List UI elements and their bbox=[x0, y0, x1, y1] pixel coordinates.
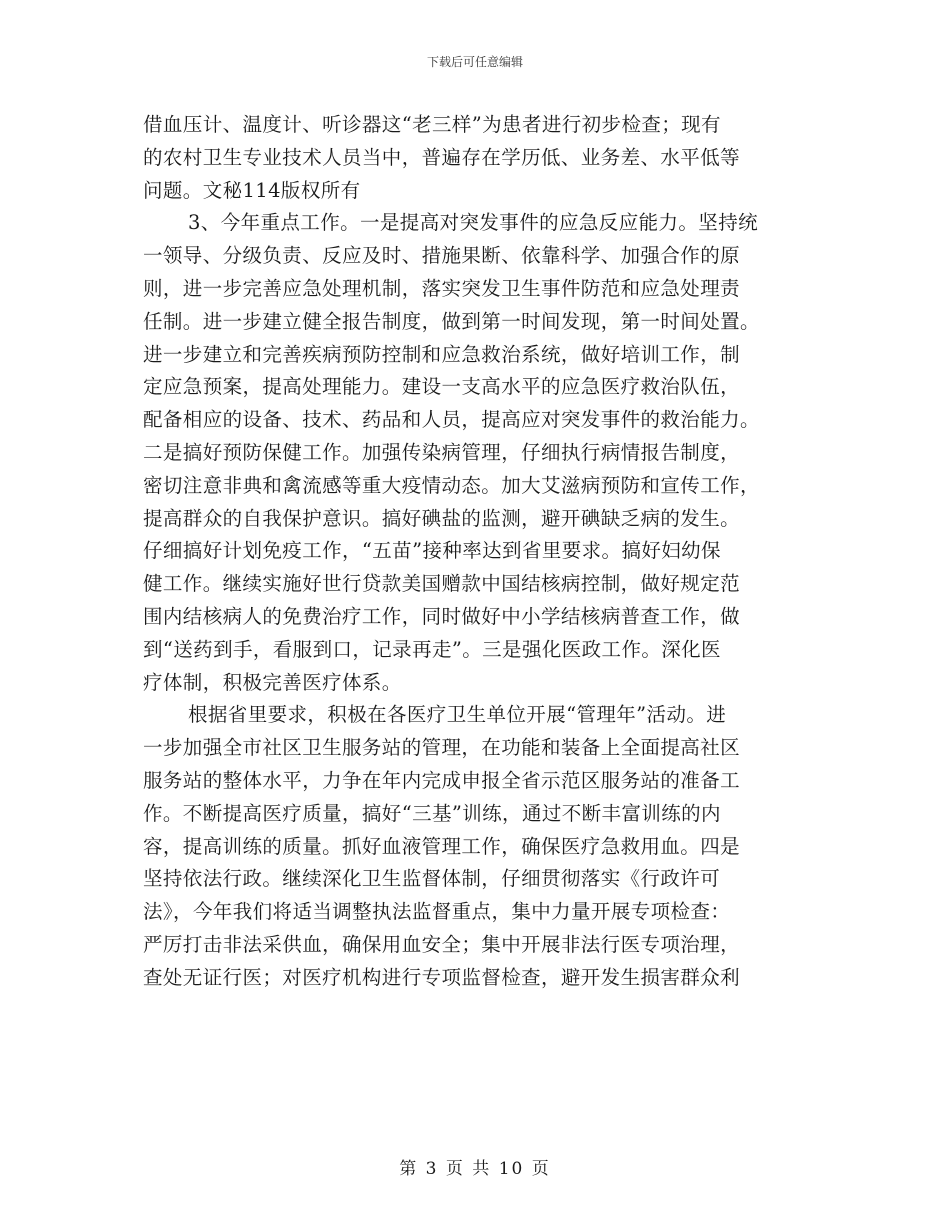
body-line: 进一步建立和完善疾病预防控制和应急救治系统，做好培训工作，制 bbox=[143, 342, 741, 366]
body-line: 法》，今年我们将适当调整执法监督重点，集中力量开展专项检查： bbox=[143, 900, 731, 924]
body-line: 一领导、分级负责、反应及时、措施果断、依靠科学、加强合作的原 bbox=[143, 244, 741, 268]
body-line: 定应急预案，提高处理能力。建设一支高水平的应急医疗救治队伍， bbox=[143, 375, 741, 399]
body-line: 的农村卫生专业技术人员当中，普遍存在学历低、业务差、水平低等 bbox=[143, 145, 741, 169]
body-line: 围内结核病人的免费治疗工作，同时做好中小学结核病普查工作，做 bbox=[143, 604, 741, 628]
page-number-footer: 第 3 页 共 10 页 bbox=[399, 1159, 551, 1179]
body-line: 健工作。继续实施好世行贷款美国赠款中国结核病控制，做好规定范 bbox=[143, 572, 741, 596]
body-line: 仔细搞好计划免疫工作，“五苗”接种率达到省里要求。搞好妇幼保 bbox=[143, 539, 721, 563]
body-line: 则，进一步完善应急处理机制，落实突发卫生事件防范和应急处理责 bbox=[143, 276, 741, 300]
paragraph-start-line: 3、今年重点工作。一是提高对突发事件的应急反应能力。坚持统 bbox=[188, 211, 759, 235]
paragraph-start-line: 根据省里要求，积极在各医疗卫生单位开展“管理年”活动。进 bbox=[188, 703, 727, 727]
page-header: 下载后可任意编辑 bbox=[426, 55, 523, 69]
body-line: 问题。文秘114版权所有 bbox=[143, 178, 361, 202]
body-line: 疗体制，积极完善医疗体系。 bbox=[143, 670, 402, 694]
body-line: 容，提高训练的质量。抓好血液管理工作，确保医疗急救用血。四是 bbox=[143, 834, 741, 858]
body-line: 查处无证行医；对医疗机构进行专项监督检查，避开发生损害群众利 bbox=[143, 965, 741, 989]
body-line: 提高群众的自我保护意识。搞好碘盐的监测，避开碘缺乏病的发生。 bbox=[143, 506, 741, 530]
body-line: 任制。进一步建立健全报告制度，做到第一时间发现，第一时间处置。 bbox=[143, 309, 760, 333]
document-body bbox=[143, 109, 813, 995]
body-line: 坚持依法行政。继续深化卫生监督体制，仔细贯彻落实《行政许可 bbox=[143, 867, 721, 891]
body-line: 二是搞好预防保健工作。加强传染病管理，仔细执行病情报告制度， bbox=[143, 440, 741, 464]
body-line: 到“送药到手，看服到口，记录再走”。三是强化医政工作。深化医 bbox=[143, 637, 721, 661]
body-line: 借血压计、温度计、听诊器这“老三样”为患者进行初步检查；现有 bbox=[143, 113, 721, 136]
body-line: 严厉打击非法采供血，确保用血安全；集中开展非法行医专项治理， bbox=[143, 932, 741, 956]
body-line: 配备相应的设备、技术、药品和人员，提高应对突发事件的救治能力。 bbox=[143, 408, 760, 432]
body-line: 作。不断提高医疗质量，搞好“三基”训练，通过不断丰富训练的内 bbox=[143, 801, 721, 825]
body-line: 密切注意非典和禽流感等重大疫情动态。加大艾滋病预防和宣传工作， bbox=[143, 473, 760, 497]
body-line: 一步加强全市社区卫生服务站的管理，在功能和装备上全面提高社区 bbox=[143, 736, 741, 760]
body-line: 服务站的整体水平，力争在年内完成申报全省示范区服务站的准备工 bbox=[143, 768, 741, 792]
